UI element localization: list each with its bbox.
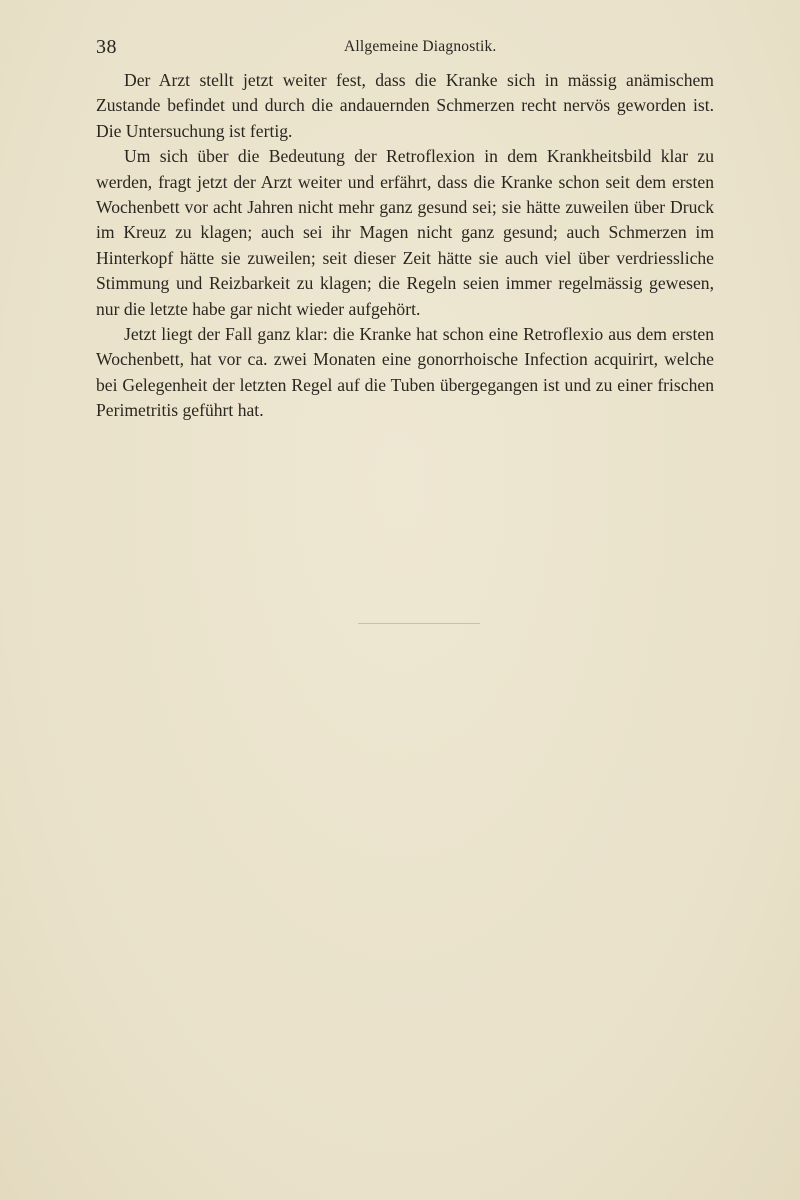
running-head — [96, 36, 716, 60]
paragraph-1: Der Arzt stellt jetzt weiter fest, dass die Kranke sich in mässig anämischem Zustande befindet und durch die andauernden Schmerzen recht nervös geworden ist. Die Untersuchung ist fertig. — [96, 70, 714, 141]
section-divider — [358, 623, 480, 624]
paragraph-2: Um sich über die Bedeutung der Retroflexion in dem Krankheitsbild klar zu werden, fragt jetzt der Arzt weiter und erfährt, dass die Kranke schon seit dem ersten Wochenbett vor acht Jahren nicht mehr ganz gesund sei; sie hätte zuweilen über Druck im Kreuz zu klagen; auch sei ihr Magen nicht ganz gesund; auch Schmerzen im Hinterkopf hätte sie zuweilen; seit dieser Zeit hätte sie auch viel über verdriessliche Stimmung und Reizbarkeit zu klagen; die Regeln seien immer regelmässig gewesen, nur die letzte habe gar nicht wieder aufgehört. — [96, 146, 714, 319]
running-title: Allgemeine Diagnostik. — [344, 38, 497, 55]
page-number: 38 — [96, 36, 117, 58]
paragraph-3: Jetzt liegt der Fall ganz klar: die Kranke hat schon eine Retroflexio aus dem ersten Wochenbett, hat vor ca. zwei Monaten eine gonorrhoische Infection acquirirt, welche bei Gelegenheit der letzten Regel auf die Tuben übergegangen ist und zu einer frischen Perimetritis geführt hat. — [96, 324, 714, 421]
body-text — [96, 68, 714, 424]
